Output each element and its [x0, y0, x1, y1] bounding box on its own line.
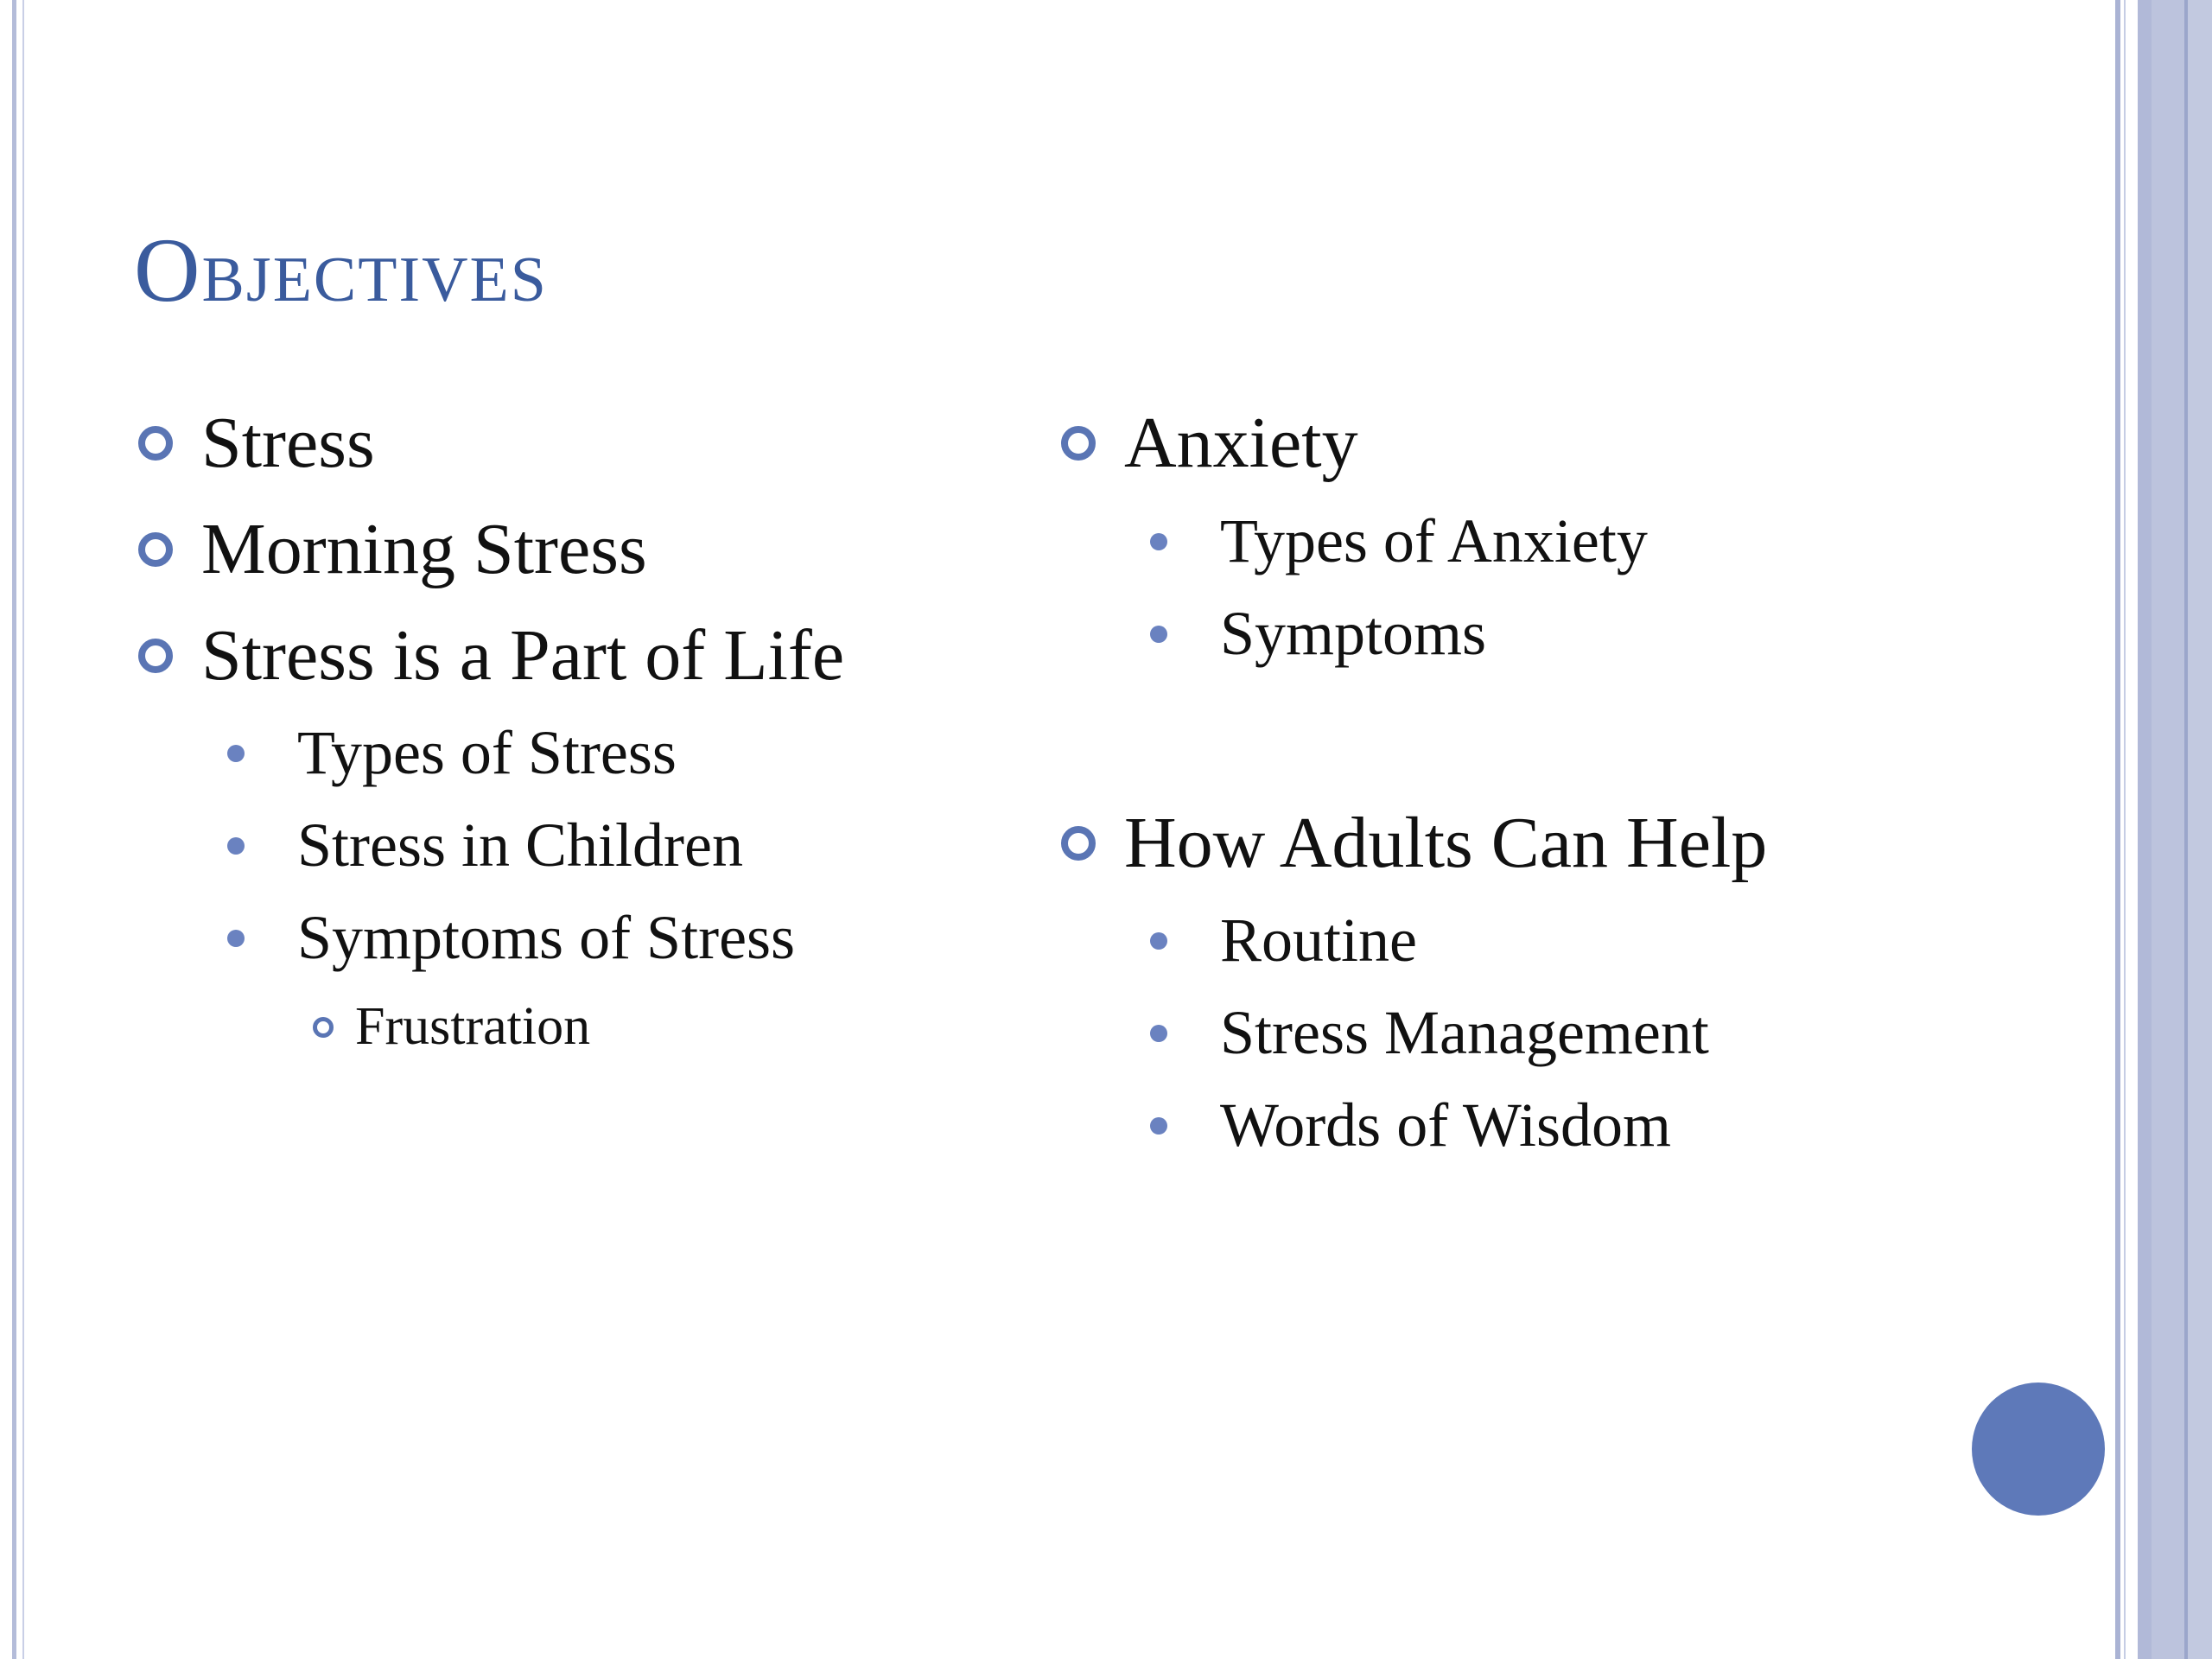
dot-bullet-icon — [227, 930, 245, 947]
dot-bullet-icon — [1150, 626, 1167, 643]
ring-bullet-icon — [1061, 826, 1096, 861]
sub-sub-bullet-text: Frustration — [355, 997, 591, 1056]
bullet-text: Stress — [201, 403, 375, 483]
sub-bullet-text: Types of Anxiety — [1220, 506, 1648, 575]
sub-bullet-text: Stress in Children — [297, 810, 743, 880]
left-border-line — [12, 0, 16, 1659]
sub-bullet-item — [227, 717, 677, 789]
ring-bullet-icon — [1061, 426, 1096, 461]
slide-title: Objectives — [134, 219, 548, 321]
bullet-text: Anxiety — [1124, 403, 1358, 483]
right-frame-edge — [2188, 0, 2212, 1659]
sub-bullet-text: Types of Stress — [297, 718, 677, 787]
sub-bullet-text: Stress Management — [1220, 998, 1709, 1067]
sub-bullet-item — [227, 902, 795, 974]
bullet-item — [1061, 401, 1358, 485]
sub-bullet-item — [1150, 598, 1486, 670]
decorative-circle — [1972, 1382, 2105, 1516]
bullet-item — [1061, 801, 1767, 885]
sub-bullet-text: Routine — [1220, 906, 1417, 975]
sub-bullet-item — [1150, 905, 1417, 976]
dot-bullet-icon — [227, 837, 245, 855]
right-frame-line-inner — [2124, 0, 2126, 1659]
right-frame-line — [2115, 0, 2120, 1659]
bullet-item — [138, 507, 647, 591]
dot-bullet-icon — [227, 745, 245, 762]
sub-bullet-item — [1150, 505, 1648, 577]
ring-bullet-icon — [138, 532, 173, 567]
sub-bullet-item — [1150, 1090, 1671, 1161]
sub-bullet-item — [1150, 997, 1709, 1069]
bullet-text: How Adults Can Help — [1124, 803, 1768, 883]
bullet-text: Morning Stress — [201, 509, 647, 589]
sub-bullet-text: Symptoms of Stress — [297, 903, 796, 972]
bullet-item — [138, 613, 844, 697]
sub-bullet-item — [227, 810, 743, 881]
dot-bullet-icon — [1150, 533, 1167, 550]
left-border-line-inner — [22, 0, 24, 1659]
ring-bullet-icon — [138, 426, 173, 461]
right-frame-wide-band — [2152, 0, 2184, 1659]
small-ring-bullet-icon — [313, 1017, 334, 1038]
dot-bullet-icon — [1150, 1025, 1167, 1042]
bullet-text: Stress is a Part of Life — [201, 615, 845, 696]
sub-bullet-text: Words of Wisdom — [1220, 1090, 1671, 1160]
bullet-item — [138, 401, 375, 485]
sub-sub-bullet-item — [313, 996, 590, 1058]
ring-bullet-icon — [138, 639, 173, 673]
right-frame-band — [2138, 0, 2152, 1659]
sub-bullet-text: Symptoms — [1220, 599, 1487, 668]
dot-bullet-icon — [1150, 1117, 1167, 1135]
dot-bullet-icon — [1150, 932, 1167, 950]
